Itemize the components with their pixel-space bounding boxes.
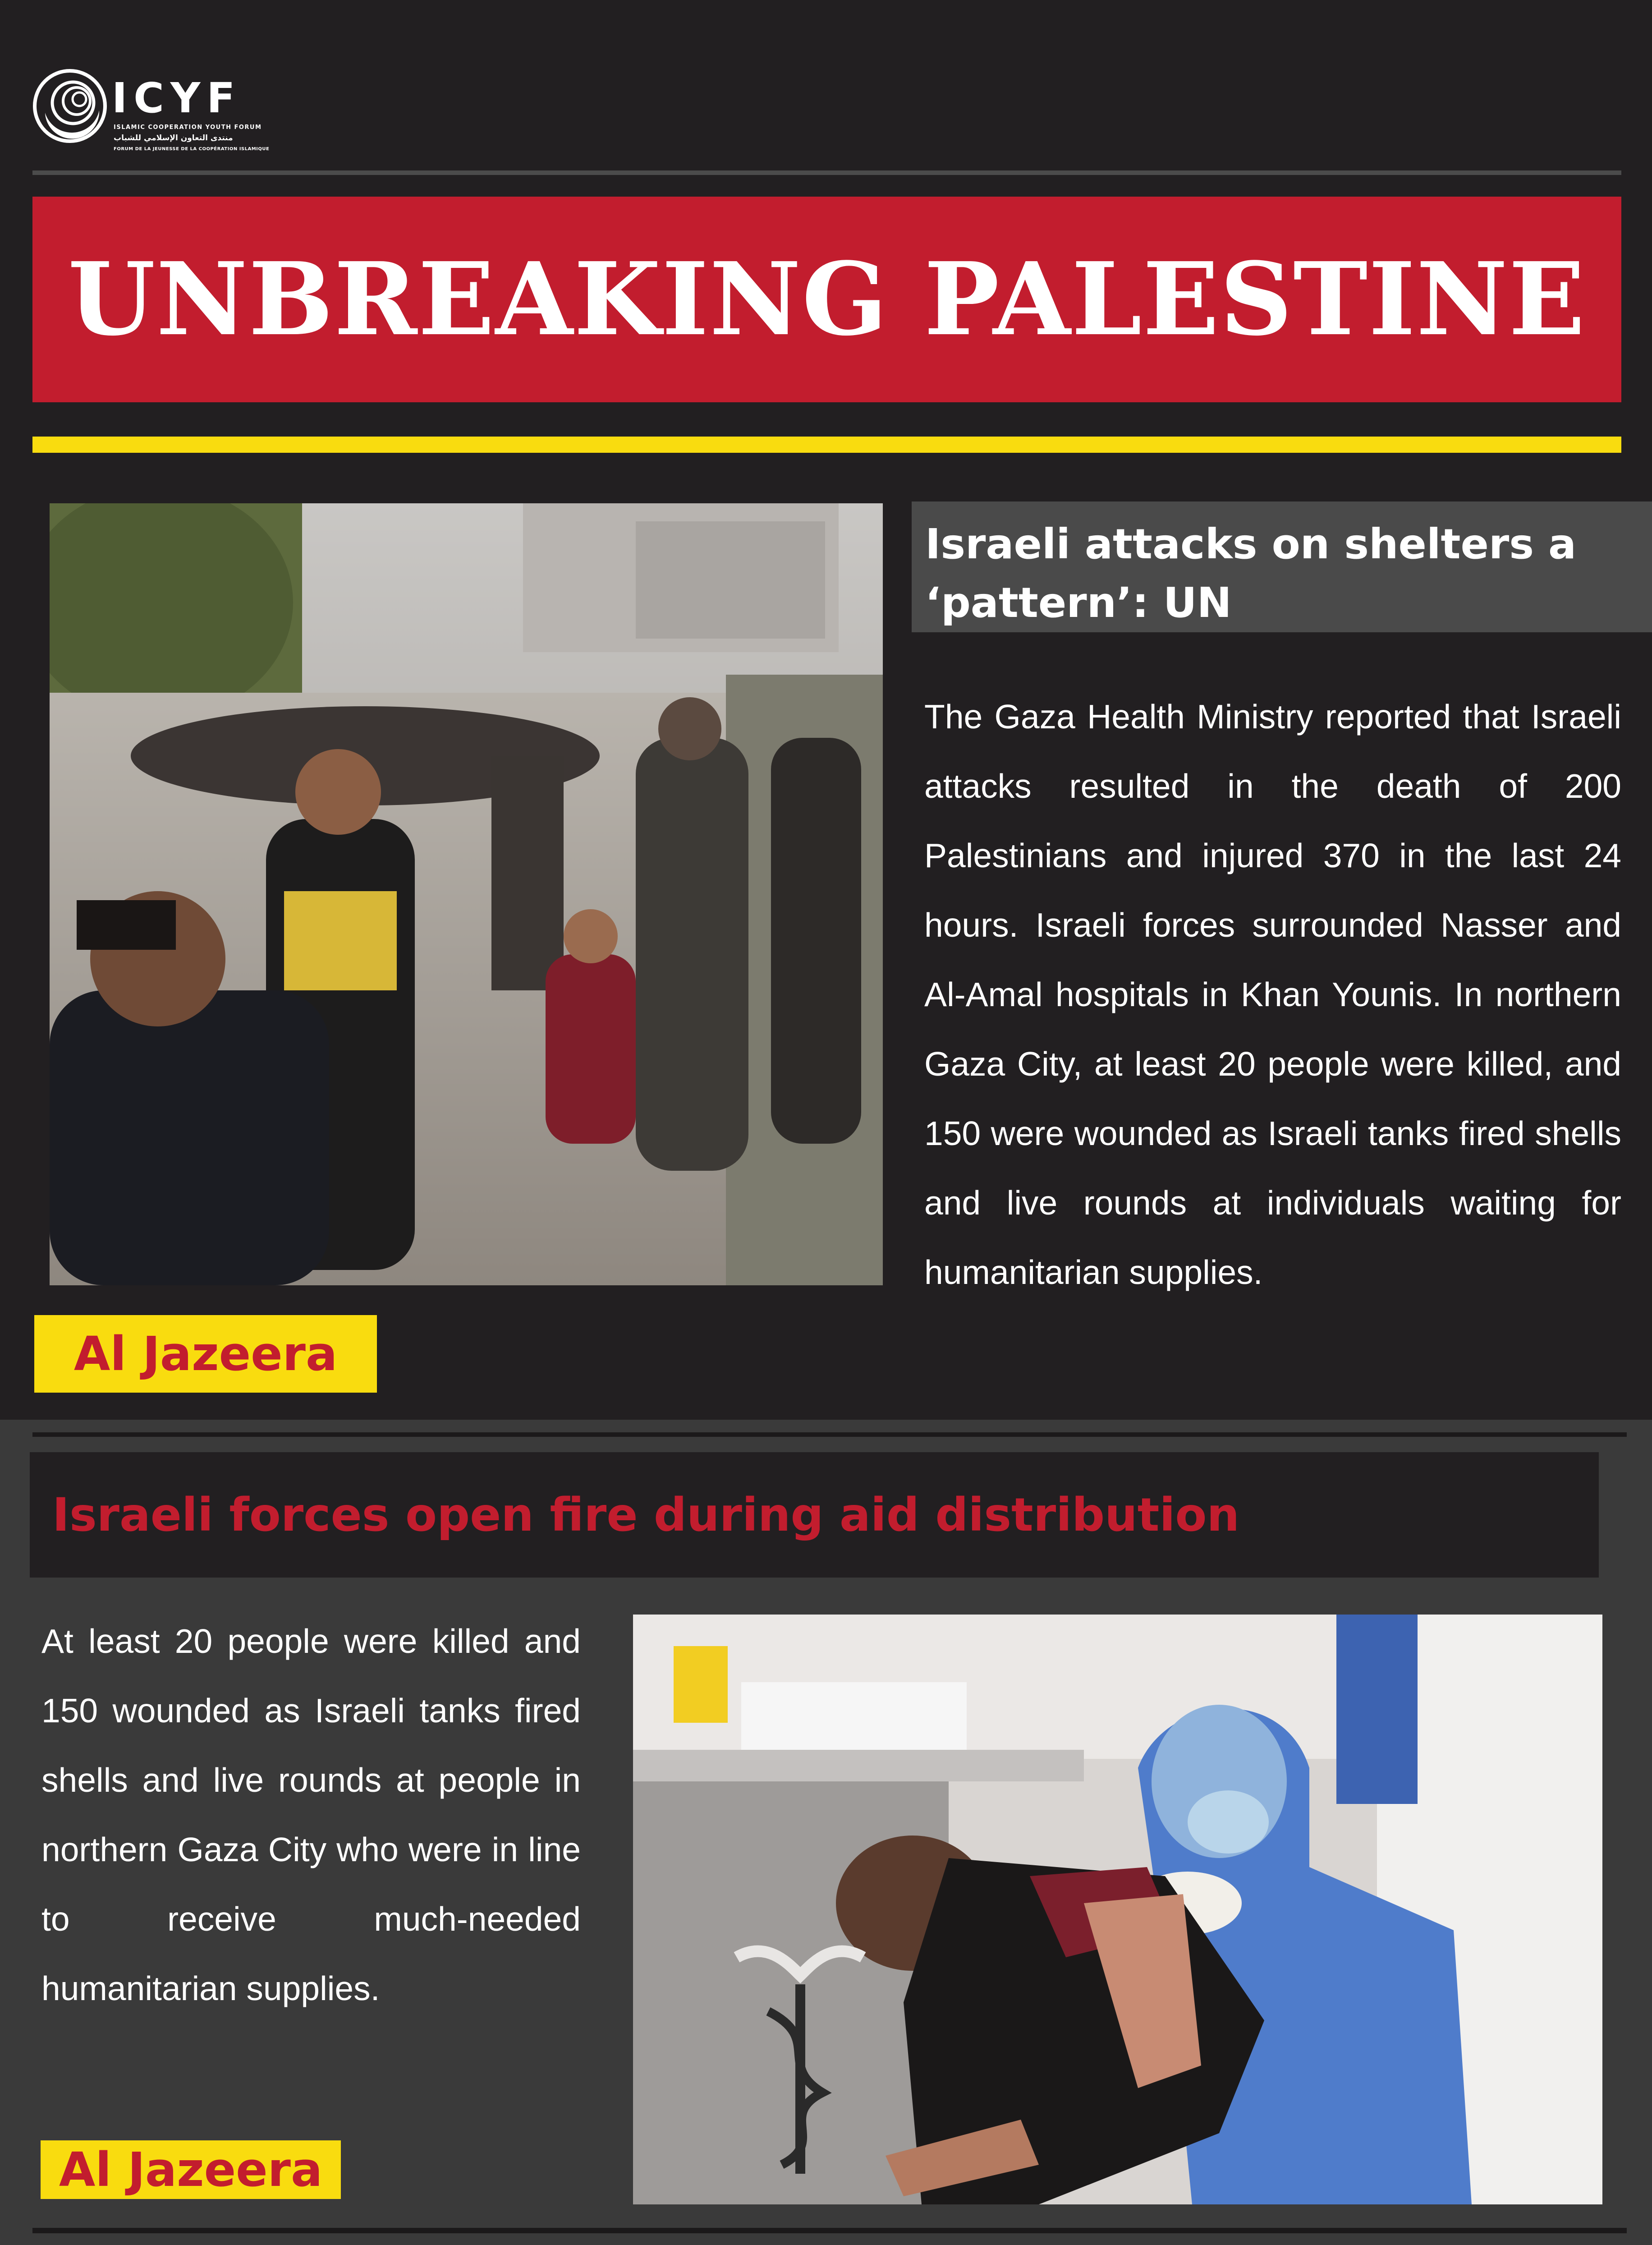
article1-body: The Gaza Health Ministry reported that Israeli attacks resulted in the death of 200 Palestinians and injured 370 in the last 24 hours. Israeli forces surrounded Nasser and Al-Amal hospitals in Khan Younis. In northern Gaza City, at least 20 people were killed, and 150 were wounded as Israeli tanks fired shells and live rounds at individuals waiting for humanitarian supplies. [924,698,1621,1291]
header-top-rule [32,170,1621,175]
section2-top-rule [32,1432,1627,1437]
logo-wordmark: ICYF [112,74,242,122]
article2-photo [633,1615,1602,2204]
page-title: UNBREAKING PALESTINE [68,241,1586,358]
logo-tagline-en: ISLAMIC COOPERATION YOUTH FORUM [114,124,262,131]
icyf-crescent-icon [32,68,108,144]
article2-source-tag: Al Jazeera [41,2140,341,2199]
title-banner [32,197,1621,402]
article2-body: At least 20 people were killed and 150 wounded as Israeli tanks fired shells and live rounds at people in northern Gaza City who were in line to receive much-needed humanitarian supplies. [41,1622,581,2007]
article1-headline-box [912,501,1652,632]
footer-rule [32,2228,1627,2233]
icyf-logo [32,68,270,152]
medic-treating-wounded-icon [633,1615,1602,2204]
logo-tagline-ar: منتدى التعاون الإسلامي للشباب [114,133,233,143]
logo-tagline-fr: FORUM DE LA JEUNESSE DE LA COOPÉRATION ISLAMIQUE [114,147,270,152]
displaced-families-walking-icon [50,503,883,1285]
article2-headline-box [30,1452,1599,1578]
article2-headline: Israeli forces open fire during aid distribution [52,1488,1240,1542]
article1-headline-line1: Israeli attacks on shelters a [925,520,1577,568]
article1-headline-line2: ‘pattern’: UN [925,579,1232,627]
article1-source-tag: Al Jazeera [34,1315,377,1393]
header-yellow-rule [32,437,1621,453]
article1-photo [50,503,883,1285]
